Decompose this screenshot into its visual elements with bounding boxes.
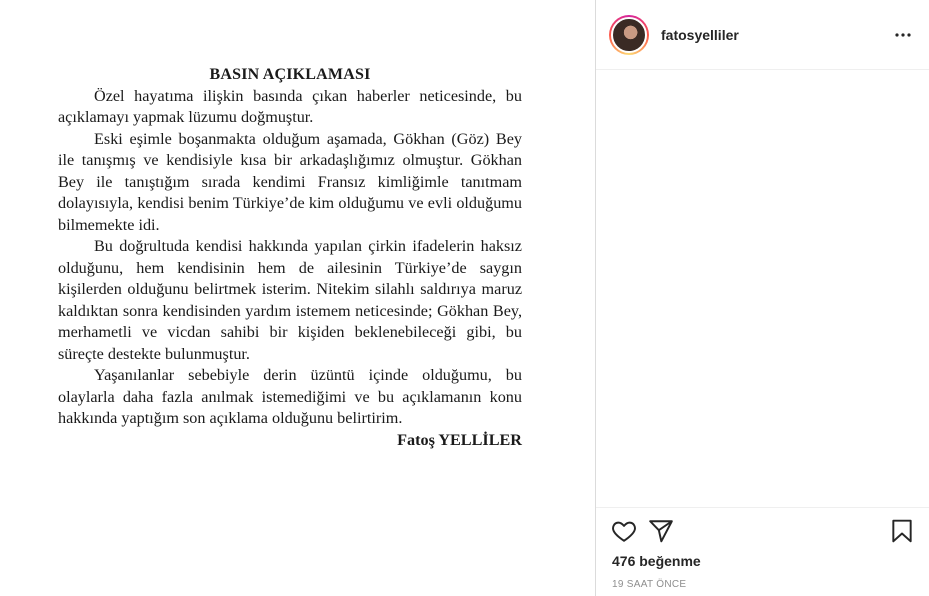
save-button[interactable] [889,518,915,544]
press-statement [58,64,522,451]
post-actions [596,507,929,596]
like-button[interactable] [611,518,637,544]
heart-icon [611,518,637,544]
avatar-photo [611,17,647,53]
statement-paragraph-4: Yaşanılanlar sebebiyle derin üzüntü içinde olduğumu, bu olaylarla daha fazla anılmak istemediğimi ve bu açıklamanın konu hakkında yaptığım son açıklama olduğunu belirtirim. [58,366,522,427]
statement-signature: Fatoş YELLİLER [397,430,522,449]
username-link[interactable]: fatosyelliler [661,26,739,43]
bookmark-icon [889,518,915,544]
post-timestamp[interactable]: 19 SAAT ÖNCE [612,579,687,590]
avatar[interactable] [609,15,649,55]
more-options-icon [895,33,911,37]
share-button[interactable] [648,518,674,544]
statement-title: BASIN AÇIKLAMASI [209,66,371,83]
more-options-button[interactable] [891,23,915,47]
statement-paragraph-1: Özel hayatıma ilişkin basında çıkan haberler neticesinde, bu açıklamayı yapmak lüzumu doğmuştur. [58,86,522,126]
post-header [596,0,929,70]
statement-paragraph-2: Eski eşimle boşanmakta olduğum aşamada, Gökhan (Göz) Bey ile tanışmış ve kendisiyle kısa bir arkadaşlığımız olmuştur. Gökhan Bey ile tanıştığım sırada kendimi Fransız kimliğimle tanıtmam dolayısıyla, kendisi benim Türkiye’de kim olduğumu ve evli olduğumu bilmemekte idi. [58,129,522,234]
like-count[interactable]: 476 beğenme [612,553,701,569]
paper-plane-icon [648,518,674,544]
statement-paragraph-3: Bu doğrultuda kendisi hakkında yapılan çirkin ifadelerin haksız olduğunu, hem kendisinin hem de ailesinin Türkiye’de saygın kişilerden olduğunu belirtmek isterim. Nitekim silahlı saldırıya maruz kaldıktan sonra kendisinden yardım istemem neticesinde; Gökhan Bey, merhametli ve vicdan sahibi bir kişiden beklenebileceği gibi, bu süreçte destekte bulunmuştur. [58,237,522,363]
action-bar [611,518,915,544]
post-side-panel [595,0,929,596]
